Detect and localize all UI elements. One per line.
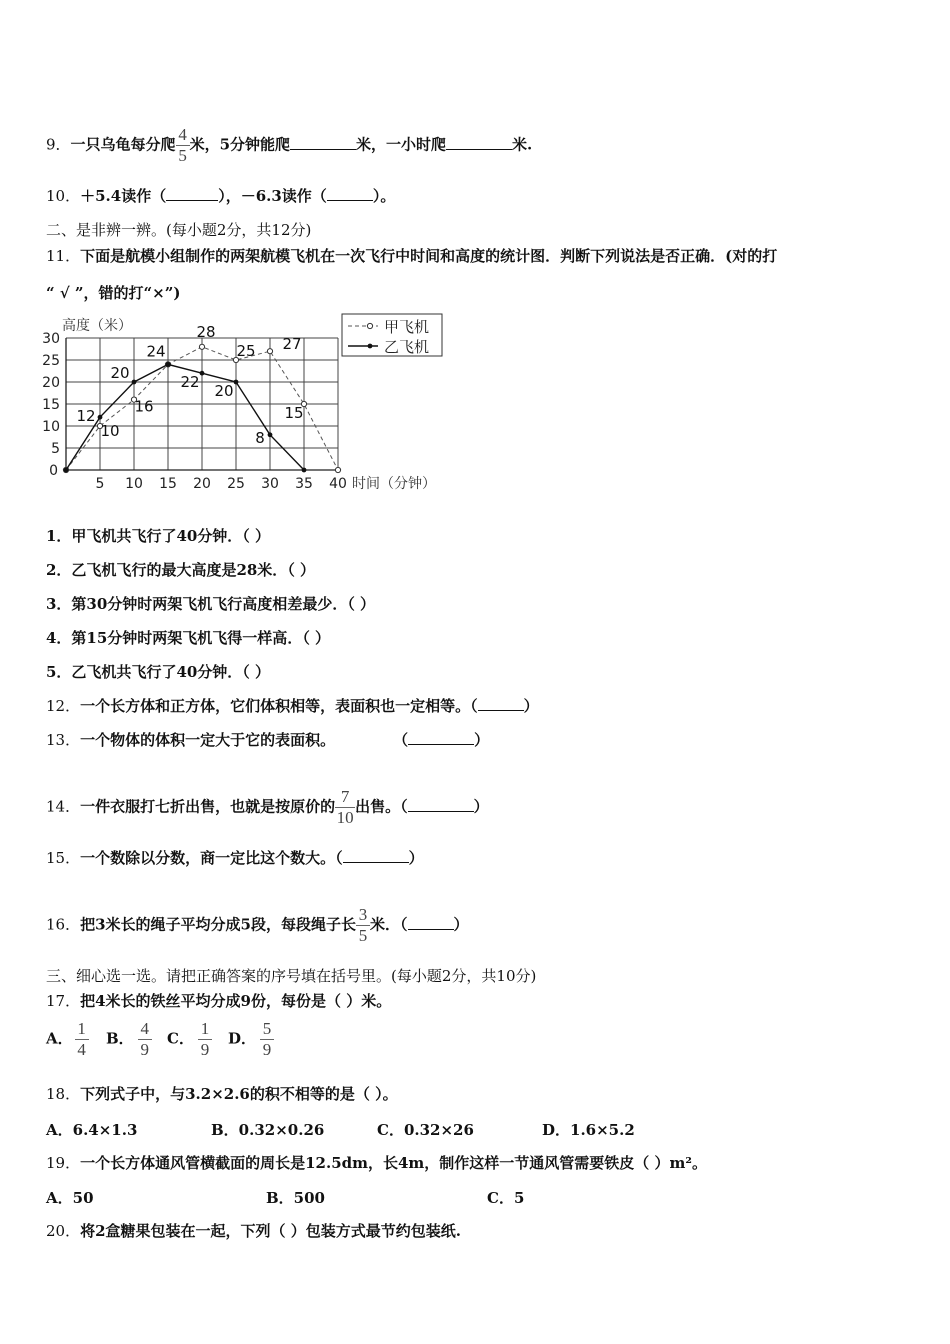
q10-text-c: ）。 xyxy=(372,187,396,205)
legend-label-yi: 乙飞机 xyxy=(384,338,430,356)
y-tick-label: 20 xyxy=(42,375,60,391)
data-label-yi: 24 xyxy=(146,342,166,361)
y-tick-label: 5 xyxy=(51,441,60,457)
section-2-heading: 二、是非辨一辨。(每小题2分，共12分) xyxy=(46,221,312,239)
data-label-jia: 25 xyxy=(236,342,256,360)
series-point-2 xyxy=(234,380,239,385)
q17-number: 17． xyxy=(46,992,81,1010)
q14-number: 14． xyxy=(46,797,81,816)
series-point-2 xyxy=(98,415,103,420)
q14-fraction: $\frac{7}{10}$ xyxy=(336,787,354,827)
q14-text-c: ） xyxy=(473,797,489,816)
q18-option-b[interactable]: B．0.32×0.26 xyxy=(211,1121,325,1139)
x-tick-label: 40 xyxy=(329,476,347,492)
series-point-2 xyxy=(302,468,307,473)
question-15 xyxy=(46,848,424,868)
q13-number: 13． xyxy=(46,731,81,749)
x-tick-label: 20 xyxy=(193,476,211,492)
y-tick-label: 25 xyxy=(42,353,60,369)
question-11 xyxy=(46,246,777,266)
q18-text-a: 下列式子中，与3.2×2.6的积不相等的是（ ）。 xyxy=(80,1085,398,1103)
sub-question-5: 5．乙飞机共飞行了40分钟．（ ） xyxy=(46,663,271,681)
data-label-yi: 8 xyxy=(255,428,265,447)
q19-option-a[interactable]: A．50 xyxy=(46,1189,94,1207)
sub-question-2: 2．乙飞机飞行的最大高度是28米．（ ） xyxy=(46,561,316,579)
q17-option-a[interactable]: A． $\frac{1}{4}$ xyxy=(46,1020,89,1059)
q17-option-c[interactable]: C． $\frac{1}{9}$ xyxy=(167,1020,212,1059)
question-20 xyxy=(46,1221,461,1241)
q13-text-c: ） xyxy=(474,731,490,749)
q11-text-a: 下面是航模小组制作的两架航模飞机在一次飞行中时间和高度的统计图．判断下列说法是否正确．(对的打 xyxy=(80,247,778,265)
q16-text-c: ） xyxy=(453,915,469,934)
q13-blank[interactable] xyxy=(408,730,474,745)
q17-option-d[interactable]: D． $\frac{5}{9}$ xyxy=(228,1020,274,1059)
series-point-1 xyxy=(267,349,272,354)
q12-number: 12． xyxy=(46,697,81,715)
q20-number: 20． xyxy=(46,1222,81,1240)
q10-blank-1[interactable] xyxy=(166,186,218,201)
q10-number: 10． xyxy=(46,187,81,205)
sub-question-3: 3．第30分钟时两架飞机飞行高度相差最少．（ ） xyxy=(46,595,376,613)
question-18 xyxy=(46,1084,398,1104)
q9-number: 9． xyxy=(46,135,71,154)
q18-option-d[interactable]: D．1.6×5.2 xyxy=(542,1121,635,1139)
q13-text-b: （ xyxy=(393,731,409,749)
x-axis-label: 时间（分钟） xyxy=(352,476,436,492)
q10-text-b: ），－6.3读作（ xyxy=(218,187,327,205)
data-label-yi: 20 xyxy=(110,364,130,382)
q18-number: 18． xyxy=(46,1085,81,1103)
data-label-jia: 16 xyxy=(134,397,154,416)
q20-text-a: 将2盒糖果包装在一起，下列（ ）包装方式最节约包装纸. xyxy=(80,1222,461,1240)
x-tick-label: 25 xyxy=(227,476,245,492)
q19-option-c[interactable]: C．5 xyxy=(487,1189,525,1207)
q14-text-a: 一件衣服打七折出售，也就是按原价的 xyxy=(80,797,336,816)
q15-number: 15． xyxy=(46,849,81,867)
q12-text-b: ） xyxy=(523,697,539,715)
q19-text-a: 一个长方体通风管横截面的周长是12.5dm，长4m，制作这样一节通风管需要铁皮（ ）m²。 xyxy=(80,1154,707,1172)
question-12 xyxy=(46,696,539,716)
q9-blank-1[interactable] xyxy=(290,135,356,150)
series-point-2 xyxy=(268,432,273,437)
q11-text-b: “ √ ”，错的打“×”) xyxy=(46,284,181,302)
question-16 xyxy=(46,906,469,945)
series-point-2 xyxy=(132,380,137,385)
y-tick-label: 10 xyxy=(42,419,60,435)
question-13 xyxy=(46,730,489,750)
legend-marker-jia xyxy=(367,323,372,328)
data-label-jia: 10 xyxy=(100,422,120,440)
q17-text-a: 把4米长的铁丝平均分成9份，每份是（ ）米。 xyxy=(80,992,392,1010)
x-tick-label: 15 xyxy=(159,476,177,492)
data-label-jia: 27 xyxy=(282,335,302,354)
origin-label: 0 xyxy=(49,463,58,479)
series-point-2 xyxy=(200,371,205,376)
q14-text-b: 出售。（ xyxy=(355,797,408,816)
q18-option-a[interactable]: A．6.4×1.3 xyxy=(46,1121,138,1139)
question-17 xyxy=(46,991,391,1011)
data-label-yi: 12 xyxy=(76,407,96,426)
q15-text-a: 一个数除以分数，商一定比这个数大。（ xyxy=(80,849,343,867)
q16-blank[interactable] xyxy=(408,915,454,930)
sub-question-4: 4．第15分钟时两架飞机飞得一样高．（ ） xyxy=(46,629,331,647)
height-time-chart xyxy=(38,310,458,495)
sub-question-1: 1．甲飞机共飞行了40分钟．（ ） xyxy=(46,527,271,545)
q9-blank-2[interactable] xyxy=(446,135,512,150)
question-9 xyxy=(46,126,532,165)
data-label-jia: 28 xyxy=(196,322,216,341)
section-3-heading: 三、细心选一选。请把正确答案的序号填在括号里。(每小题2分，共10分) xyxy=(46,967,537,985)
q17-option-b[interactable]: B． $\frac{4}{9}$ xyxy=(106,1020,152,1059)
q16-text-a: 把3米长的绳子平均分成5段，每段绳子长 xyxy=(80,915,356,934)
q15-text-b: ） xyxy=(408,849,424,867)
q9-text-a: 一只乌龟每分爬 xyxy=(70,135,176,154)
x-tick-label: 35 xyxy=(295,476,313,492)
question-10 xyxy=(46,186,395,206)
q16-number: 16． xyxy=(46,915,81,934)
q9-text-c: 米，一小时爬 xyxy=(356,135,447,154)
x-tick-label: 30 xyxy=(261,476,279,492)
q10-text-a: ＋5.4读作（ xyxy=(80,187,167,205)
y-axis-label: 高度（米） xyxy=(62,318,132,334)
question-19 xyxy=(46,1153,707,1173)
legend-marker-yi xyxy=(368,344,373,349)
legend-label-jia: 甲飞机 xyxy=(384,318,430,336)
q14-blank[interactable] xyxy=(408,797,474,812)
y-tick-label: 30 xyxy=(42,331,60,347)
q10-blank-2[interactable] xyxy=(327,186,373,201)
q11-number: 11． xyxy=(46,247,81,265)
q16-fraction: $\frac{3}{5}$ xyxy=(356,906,370,945)
q19-option-b[interactable]: B．500 xyxy=(266,1189,325,1207)
q13-text-a: 一个物体的体积一定大于它的表面积。 xyxy=(80,731,336,749)
data-label-jia: 15 xyxy=(284,404,304,422)
series-point-1 xyxy=(199,344,204,349)
q16-text-b: 米．（ xyxy=(369,915,408,934)
q12-text-a: 一个长方体和正方体，它们体积相等，表面积也一定相等。（ xyxy=(80,697,478,715)
series-point-1 xyxy=(335,467,340,472)
question-14 xyxy=(46,788,489,827)
x-tick-label: 10 xyxy=(125,476,143,492)
x-tick-label: 5 xyxy=(95,476,105,492)
q12-blank[interactable] xyxy=(478,696,524,711)
series-point-2 xyxy=(64,468,69,473)
q15-blank[interactable] xyxy=(343,848,409,863)
series-point-2 xyxy=(166,362,171,367)
q9-text-b: 米，5分钟能爬 xyxy=(189,135,291,154)
y-tick-label: 15 xyxy=(42,397,60,413)
data-label-yi: 20 xyxy=(214,382,234,400)
q9-text-d: 米. xyxy=(512,135,533,154)
q19-number: 19． xyxy=(46,1154,81,1172)
data-label-yi: 22 xyxy=(180,373,200,392)
q9-fraction: $\frac{4}{5}$ xyxy=(176,126,190,165)
q18-option-c[interactable]: C．0.32×26 xyxy=(377,1121,474,1139)
